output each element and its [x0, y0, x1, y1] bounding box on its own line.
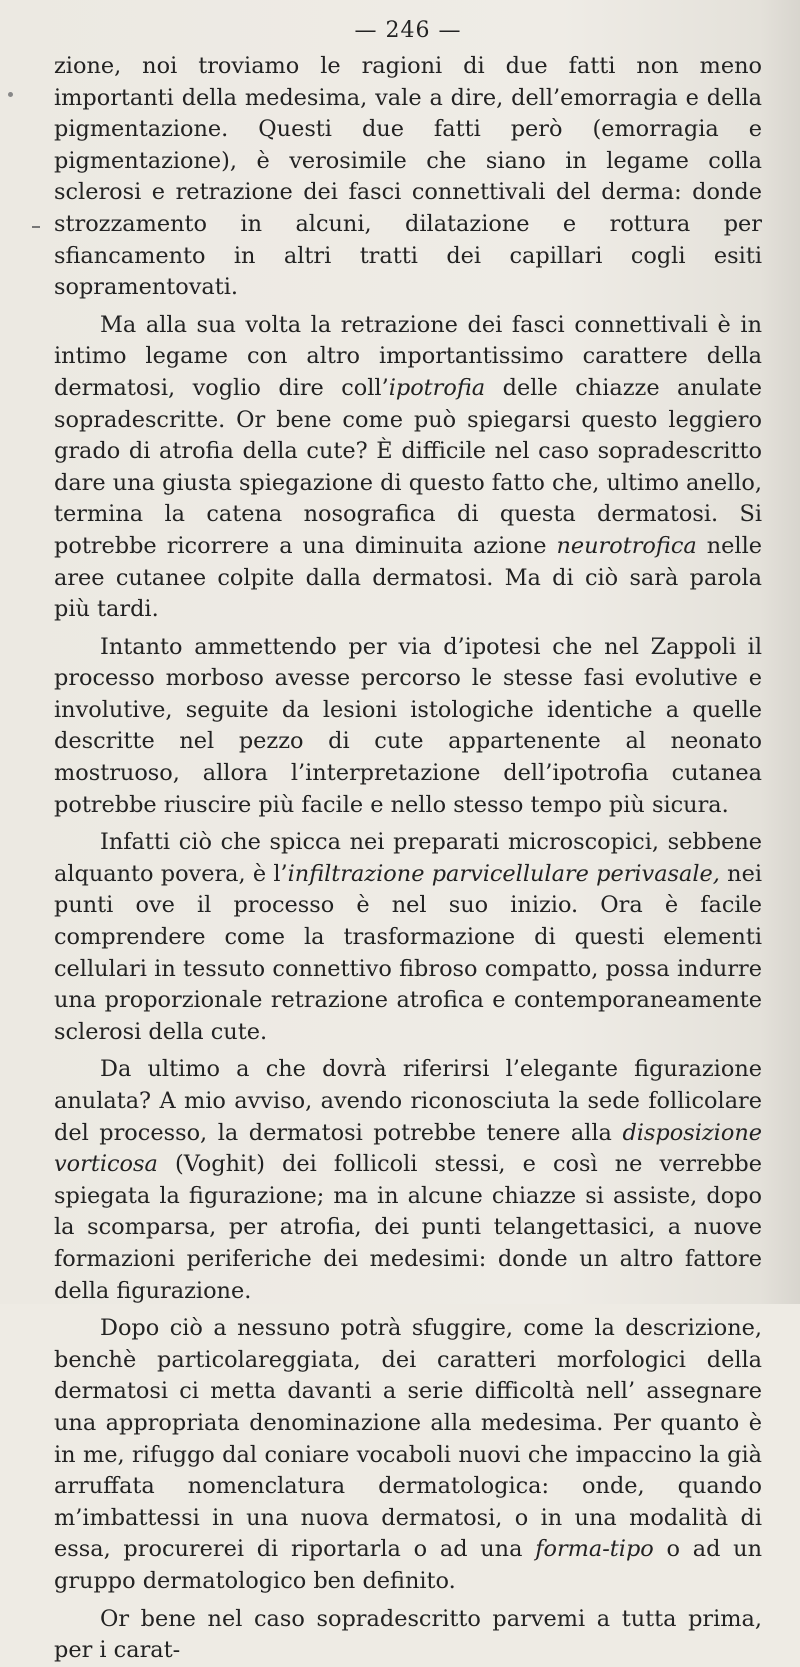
- italic-term: forma-tipo: [535, 1536, 654, 1563]
- text-run: nei punti ove il processo è nel suo inizio. Ora è facile comprendere come la trasformazione di questi elementi cellulari in tessuto connettivo fibroso compatto, possa indurre una proporzionale retrazione atrofica e contemporaneamente sclerosi della cute.: [54, 860, 762, 1045]
- italic-term: ipotrofia: [388, 374, 486, 401]
- text-run: nelle aree cutanee colpite dalla dermatosi. Ma di ciò sarà parola più tardi.: [54, 532, 762, 623]
- text-run: zione, noi troviamo le ragioni di due fatti non meno importanti della medesima, vale a dire, dell’emorragia e della pigmentazione. Questi due fatti però (emorragia e pigmentazione), è verosimile che siano in legame colla sclerosi e retrazione dei fasci connettivali del derma: donde strozzamento in alcuni, dilatazione e rottura per sfiancamento in altri tratti dei capillari cogli esiti sopramentovati.: [54, 53, 762, 301]
- paragraph: [54, 51, 762, 304]
- page-number: — 246 —: [354, 18, 462, 43]
- paragraph: [54, 310, 762, 626]
- text-run: Dopo ciò a nessuno potrà sfuggire, come la descrizione, benchè particolareggiata, dei caratteri morfologici della dermatosi ci metta davanti a serie difficoltà nell’ assegnare una appropriata denominazione alla medesima. Per quanto è in me, rifuggo dal coniare vocaboli nuovi che impaccino la già arruffata nomenclatura dermatologica: onde, quando m’imbattessi in una nuova dermatosi, o in una modalità di essa, procurerei di riportarla o ad una: [54, 1315, 762, 1563]
- text-run: Ma alla sua volta la retrazione dei fasci connettivali è in intimo legame con altro importantissimo carattere della dermatosi, voglio dire coll’: [54, 311, 762, 401]
- text-run: Infatti ciò che spicca nei preparati microscopici, sebbene alquanto povera, è l’: [54, 829, 762, 887]
- paragraph: [54, 632, 762, 822]
- text-run: o ad un gruppo dermatologico ben definito.: [54, 1536, 762, 1594]
- text-run: Intanto ammettendo per via d’ipotesi che nel Zappoli il processo morboso avesse percorso le stesse fasi evolutive e involutive, seguite da lesioni istologiche identiche a quelle descritte nel pezzo di cute appartenente al neonato mostruoso, allora l’interpretazione dell’ipotrofia cutanea potrebbe riuscire più facile e nello stesso tempo più sicura.: [54, 633, 762, 818]
- margin-ink-dot: [8, 92, 13, 97]
- paragraph: [54, 1054, 762, 1307]
- text-run: (Voghit) dei follicoli stessi, e così ne verrebbe spiegata la figurazione; ma in alcune chiazze si assiste, dopo la scomparsa, per atrofia, dei punti telangettasici, a nuove formazioni periferiche dei medesimi: donde un altro fattore della figurazione.: [54, 1151, 762, 1304]
- italic-term: neurotrofica: [556, 532, 697, 559]
- text-run: delle chiazze anulate sopradescritte. Or bene come può spiegarsi questo leggiero grado di atrofia della cute? È difficile nel caso sopradescritto dare una giusta spiegazione di questo fatto che, ultimo anello, termina la catena nosografica di questa dermatosi. Si potrebbe ricorrere a una diminuita azione: [54, 374, 762, 559]
- body-text: [54, 51, 762, 1667]
- paragraph: [54, 1313, 762, 1597]
- text-run: Or bene nel caso sopradescritto parvemi a tutta prima, per i carat-: [54, 1605, 762, 1664]
- paragraph: [54, 827, 762, 1048]
- text-run: Da ultimo a che dovrà riferirsi l’elegante figurazione anulata? A mio avviso, avendo riconosciuta la sede follicolare del processo, la dermatosi potrebbe tenere alla: [54, 1056, 762, 1146]
- italic-term: infiltrazione parvicellulare perivasale,: [287, 860, 720, 887]
- paragraph: [54, 1604, 762, 1667]
- italic-term: disposizione vorticosa: [54, 1119, 762, 1178]
- margin-ink-dash: [32, 226, 40, 228]
